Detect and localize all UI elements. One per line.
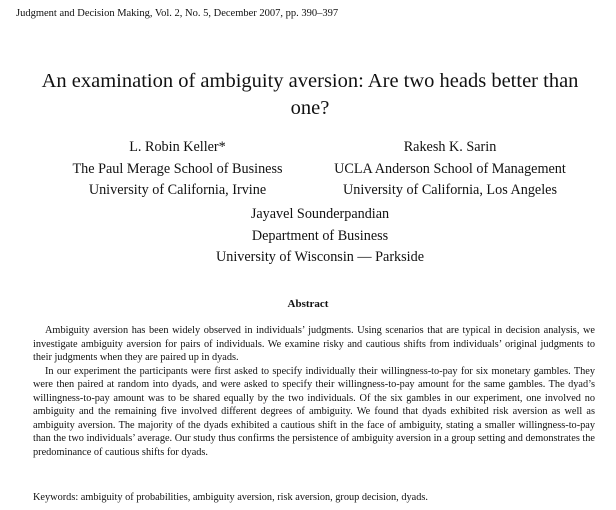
author-department: UCLA Anderson School of Management <box>334 160 566 177</box>
author-block-sarin <box>305 137 595 202</box>
author-name: L. Robin Keller* <box>129 139 226 155</box>
author-department: Department of Business <box>251 227 389 244</box>
abstract-body <box>33 324 595 459</box>
abstract-paragraph-1: Ambiguity aversion has been widely observed in individuals’ judgments. Using scenarios that are typical in decision analysis, we investigate ambiguity aversion for pairs of individuals. We examine risky and cautious shifts from individuals’ original judgments to their judgments when they are paired up in dyads. <box>33 325 595 363</box>
author-department: The Paul Merage School of Business <box>72 160 283 177</box>
journal-citation: Judgment and Decision Making, Vol. 2, No. 5, December 2007, pp. 390–397 <box>16 8 339 19</box>
keywords: Keywords: ambiguity of probabilities, ambiguity aversion, risk aversion, group decision, dyads. <box>33 492 428 503</box>
author-block-sounderpandian <box>150 204 490 269</box>
author-institution: University of California, Irvine <box>88 182 267 198</box>
author-name: Rakesh K. Sarin <box>403 139 497 155</box>
author-institution: University of Wisconsin — Parkside <box>215 249 425 265</box>
paper-title-line-1: An examination of ambiguity aversion: Are two heads better than <box>41 70 579 92</box>
author-block-keller <box>40 137 315 202</box>
author-institution: University of California, Los Angeles <box>343 182 557 198</box>
abstract-heading: Abstract <box>287 298 329 310</box>
abstract-paragraph-2: In our experiment the participants were first asked to specify individually their willingness-to-pay for six monetary gambles. They were then paired at random into dyads, and were asked to specify their willingness-to-pay amount for the same gambles. The dyad’s willingness-to-pay amount was to be shared equally by the two individuals. Of the six gambles in our experiment, one involved no ambiguity and the remaining five involved different degrees of ambiguity. We found that dyads exhibited risk aversion as well as ambiguity aversion. The majority of the dyads exhibited a cautious shift in the face of ambiguity, stating a smaller willingness-to-pay than the two individuals’ average. Our study thus confirms the persistence of ambiguity aversion in a group setting and demonstrates the predominance of cautious shifts for dyads. <box>33 365 595 458</box>
author-name: Jayavel Sounderpandian <box>250 206 390 222</box>
paper-title <box>12 68 608 122</box>
paper-title-line-2: one? <box>290 97 330 119</box>
